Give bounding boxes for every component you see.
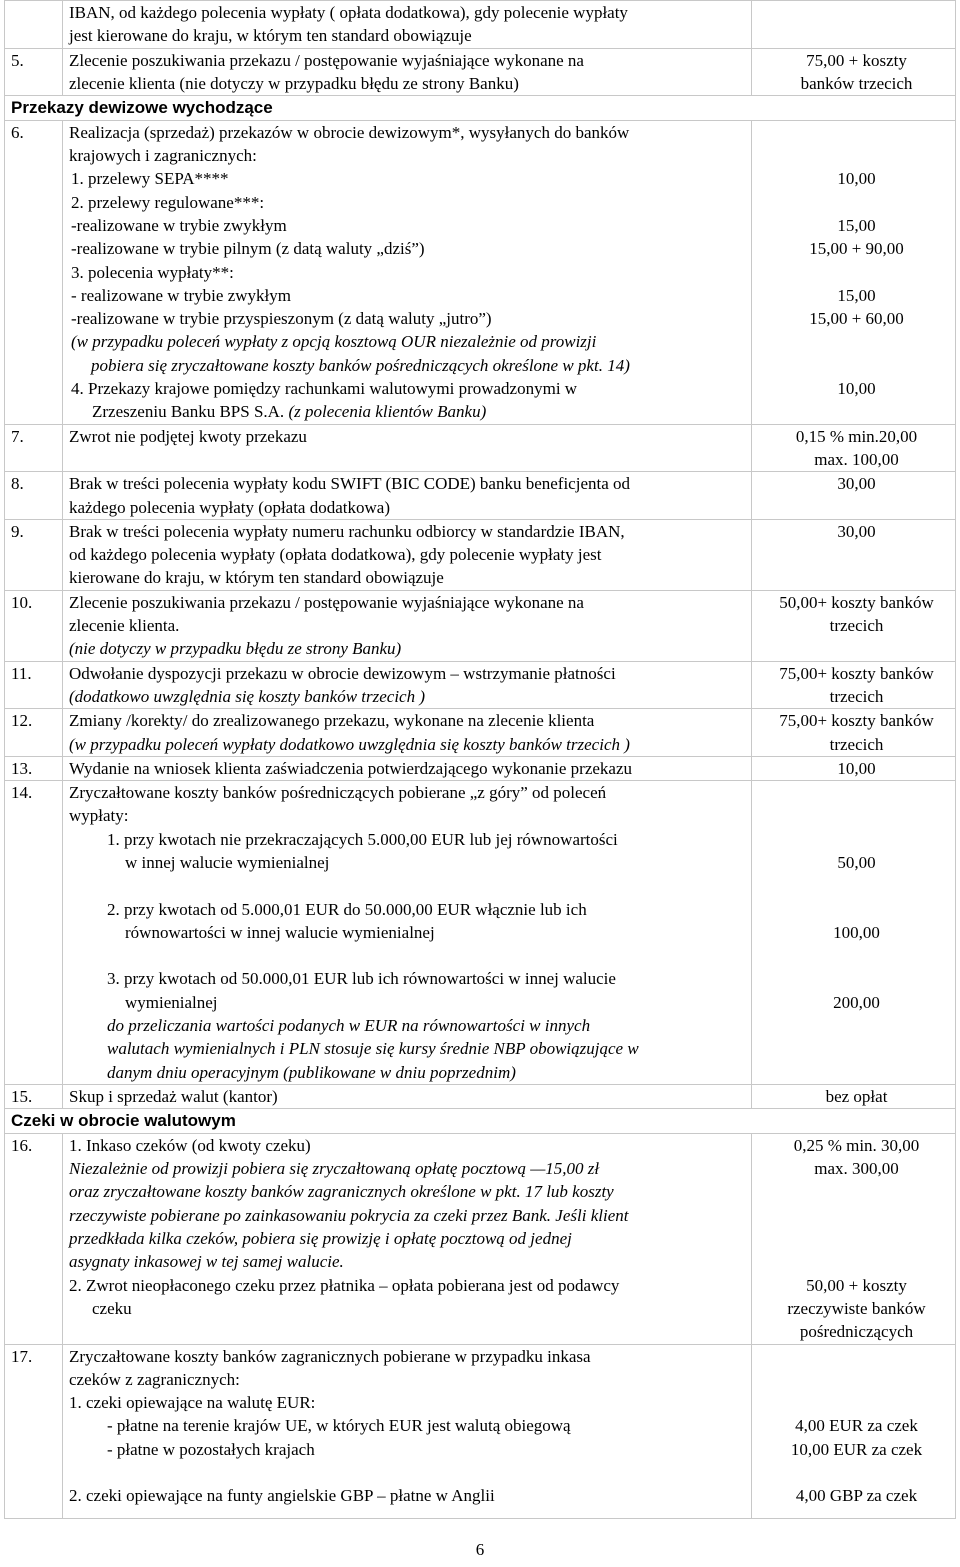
row-fee: 0,15 % min.20,00 max. 100,00 — [752, 424, 956, 472]
section-title-outgoing-transfers: Przekazy dewizowe wychodzące — [5, 96, 956, 121]
row-description: Zlecenie poszukiwania przekazu / postępowanie wyjaśniające wykonane na zlecenie klienta (nie dotyczy w przypadku błędu ze strony Banku) — [63, 48, 752, 96]
row-description: Wydanie na wniosek klienta zaświadczenia potwierdzającego wykonanie przekazu — [63, 756, 752, 780]
row-fee: 10,00 — [752, 756, 956, 780]
row-fee: 10,00 15,00 15,00 + 90,00 15,00 15,00 + 60,00 10,00 — [752, 120, 956, 424]
row-fee: 30,00 — [752, 519, 956, 590]
table-row — [5, 120, 956, 424]
section-header-row — [5, 96, 956, 121]
row-fee: 50,00+ koszty banków trzecich — [752, 590, 956, 661]
row-description: Skup i sprzedaż walut (kantor) — [63, 1084, 752, 1108]
row-fee: 4,00 EUR za czek 10,00 EUR za czek 4,00 GBP za czek — [752, 1344, 956, 1518]
fee-table — [4, 0, 956, 1519]
table-row — [5, 48, 956, 96]
row-number — [5, 1, 63, 49]
row-number: 15. — [5, 1084, 63, 1108]
row-fee: 30,00 — [752, 472, 956, 520]
row-description: Brak w treści polecenia wypłaty numeru rachunku odbiorcy w standardzie IBAN, od każdego polecenia wypłaty (opłata dodatkowa), gdy polecenie wypłaty jest kierowane do kraju, w którym ten standard obowiązuje — [63, 519, 752, 590]
row-description: Realizacja (sprzedaż) przekazów w obrocie dewizowym*, wysyłanych do banków krajowych i zagranicznych: 1. przelewy SEPA**** 2. przelewy regulowane***: -realizowane w trybie zwykłym -realizowane w trybie pilnym (z datą waluty „dziś”) 3. polecenia wypłaty**: - realizowane w trybie zwykłym -realizowane w trybie przyspieszonym (z datą waluty „jutro”) (w przypadku poleceń wypłaty z opcją kosztową OUR niezależnie od prowizji pobiera się zryczałtowane koszty banków pośredniczących określone w pkt. 14) 4. Przekazy krajowe pomiędzy rachunkami walutowymi prowadzonymi w Zrzeszeniu Banku BPS S.A. (z polecenia klientów Banku) — [63, 120, 752, 424]
row-number: 12. — [5, 709, 63, 757]
table-row — [5, 661, 956, 709]
row-description: 1. Inkaso czeków (od kwoty czeku) Niezależnie od prowizji pobiera się zryczałtowaną opłatę pocztową —15,00 zł oraz zryczałtowane koszty banków zagranicznych określone w pkt. 17 lub koszty rzeczywiste pobierane po zainkasowaniu pokrycia za czeki przez Bank. Jeśli klient przedkłada kilka czeków, pobiera się prowizję i opłatę pocztową od jednej asygnaty inkasowej w tej samej walucie. 2. Zwrot nieopłaconego czeku przez płatnika – opłata pobierana jest od podawcy czeku — [63, 1133, 752, 1344]
row-number: 10. — [5, 590, 63, 661]
row-number: 6. — [5, 120, 63, 424]
table-row — [5, 424, 956, 472]
row-fee: 75,00 + koszty banków trzecich — [752, 48, 956, 96]
table-row — [5, 709, 956, 757]
row-number: 7. — [5, 424, 63, 472]
row-number: 5. — [5, 48, 63, 96]
page-number: 6 — [475, 1540, 485, 1559]
row-number: 9. — [5, 519, 63, 590]
row-fee: 75,00+ koszty banków trzecich — [752, 709, 956, 757]
table-row — [5, 1, 956, 49]
row-description: IBAN, od każdego polecenia wypłaty ( opłata dodatkowa), gdy polecenie wypłaty jest kierowane do kraju, w którym ten standard obowiązuje — [63, 1, 752, 49]
row-description: Zwrot nie podjętej kwoty przekazu — [63, 424, 752, 472]
row-fee: 75,00+ koszty banków trzecich — [752, 661, 956, 709]
row-number: 8. — [5, 472, 63, 520]
section-header-row — [5, 1109, 956, 1134]
row-description: Odwołanie dyspozycji przekazu w obrocie dewizowym – wstrzymanie płatności (dodatkowo uwzględnia się koszty banków trzecich ) — [63, 661, 752, 709]
table-row — [5, 1344, 956, 1518]
row-fee — [752, 1, 956, 49]
section-title-cheques: Czeki w obrocie walutowym — [5, 1109, 956, 1134]
row-description: Zlecenie poszukiwania przekazu / postępowanie wyjaśniające wykonane na zlecenie klienta. (nie dotyczy w przypadku błędu ze strony Banku) — [63, 590, 752, 661]
table-row — [5, 590, 956, 661]
row-description: Zmiany /korekty/ do zrealizowanego przekazu, wykonane na zlecenie klienta (w przypadku poleceń wypłaty dodatkowo uwzględnia się koszty banków trzecich ) — [63, 709, 752, 757]
table-row — [5, 781, 956, 1085]
row-number: 16. — [5, 1133, 63, 1344]
row-fee: 50,00 100,00 200,00 — [752, 781, 956, 1085]
table-row — [5, 1133, 956, 1344]
row-number: 14. — [5, 781, 63, 1085]
row-fee: 0,25 % min. 30,00 max. 300,00 50,00 + koszty rzeczywiste banków pośredniczących — [752, 1133, 956, 1344]
row-number: 13. — [5, 756, 63, 780]
table-row — [5, 756, 956, 780]
table-row — [5, 519, 956, 590]
row-number: 11. — [5, 661, 63, 709]
row-description: Zryczałtowane koszty banków zagranicznych pobierane w przypadku inkasa czeków z zagranicznych: 1. czeki opiewające na walutę EUR: - płatne na terenie krajów UE, w których EUR jest walutą obiegową - płatne w pozostałych krajach 2. czeki opiewające na funty angielskie GBP – płatne w Anglii — [63, 1344, 752, 1518]
table-row — [5, 1084, 956, 1108]
row-description: Brak w treści polecenia wypłaty kodu SWIFT (BIC CODE) banku beneficjenta od każdego polecenia wypłaty (opłata dodatkowa) — [63, 472, 752, 520]
row-number: 17. — [5, 1344, 63, 1518]
row-description: Zryczałtowane koszty banków pośredniczących pobierane „z góry” od poleceń wypłaty: 1. przy kwotach nie przekraczających 5.000,00 EUR lub jej równowartości w innej walucie wymienialnej 2. przy kwotach od 5.000,01 EUR do 50.000,00 EUR włącznie lub ich równowartości w innej walucie wymienialnej 3. przy kwotach od 50.000,01 EUR lub ich równowartości w innej walucie wymienialnej do przeliczania wartości podanych w EUR na równowartości w innych walutach wymienialnych i PLN stosuje się kursy średnie NBP obowiązujące w danym dniu operacyjnym (publikowane w dniu poprzednim) — [63, 781, 752, 1085]
table-row — [5, 472, 956, 520]
row-fee: bez opłat — [752, 1084, 956, 1108]
